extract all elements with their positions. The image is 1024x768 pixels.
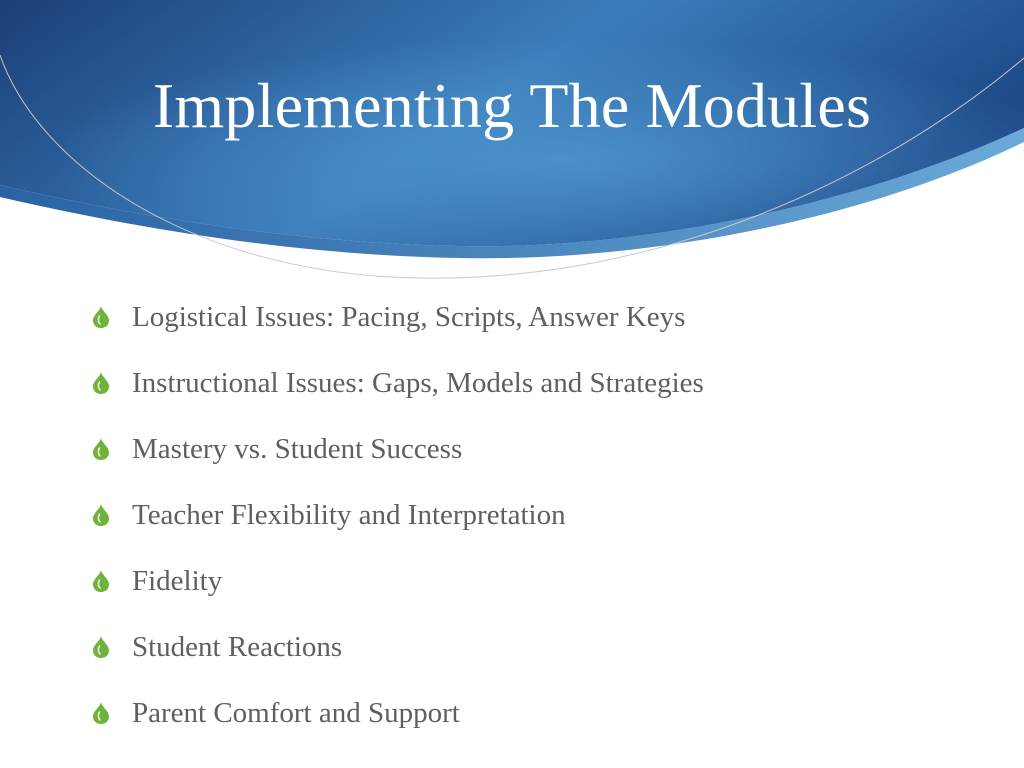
flame-bullet-icon	[92, 570, 110, 592]
bullet-text: Logistical Issues: Pacing, Scripts, Answer Keys	[132, 300, 686, 333]
flame-bullet-icon	[92, 504, 110, 526]
flame-bullet-icon	[92, 306, 110, 328]
list-item	[92, 416, 972, 482]
bullet-text: Student Reactions	[132, 630, 343, 663]
flame-bullet-icon	[92, 636, 110, 658]
bullet-text: Parent Comfort and Support	[132, 696, 460, 729]
slide-title: Implementing The Modules	[152, 70, 872, 141]
bullet-text: Fidelity	[132, 564, 223, 597]
list-item	[92, 350, 972, 416]
bullet-list	[92, 284, 972, 746]
flame-bullet-icon	[92, 438, 110, 460]
bullet-text: Teacher Flexibility and Interpretation	[132, 498, 566, 531]
flame-bullet-icon	[92, 702, 110, 724]
bullet-text: Instructional Issues: Gaps, Models and Strategies	[132, 366, 704, 399]
list-item	[92, 614, 972, 680]
bullet-text: Mastery vs. Student Success	[132, 432, 463, 465]
list-item	[92, 680, 972, 746]
list-item	[92, 482, 972, 548]
flame-bullet-icon	[92, 372, 110, 394]
list-item	[92, 548, 972, 614]
header-banner	[0, 0, 1024, 300]
list-item	[92, 284, 972, 350]
